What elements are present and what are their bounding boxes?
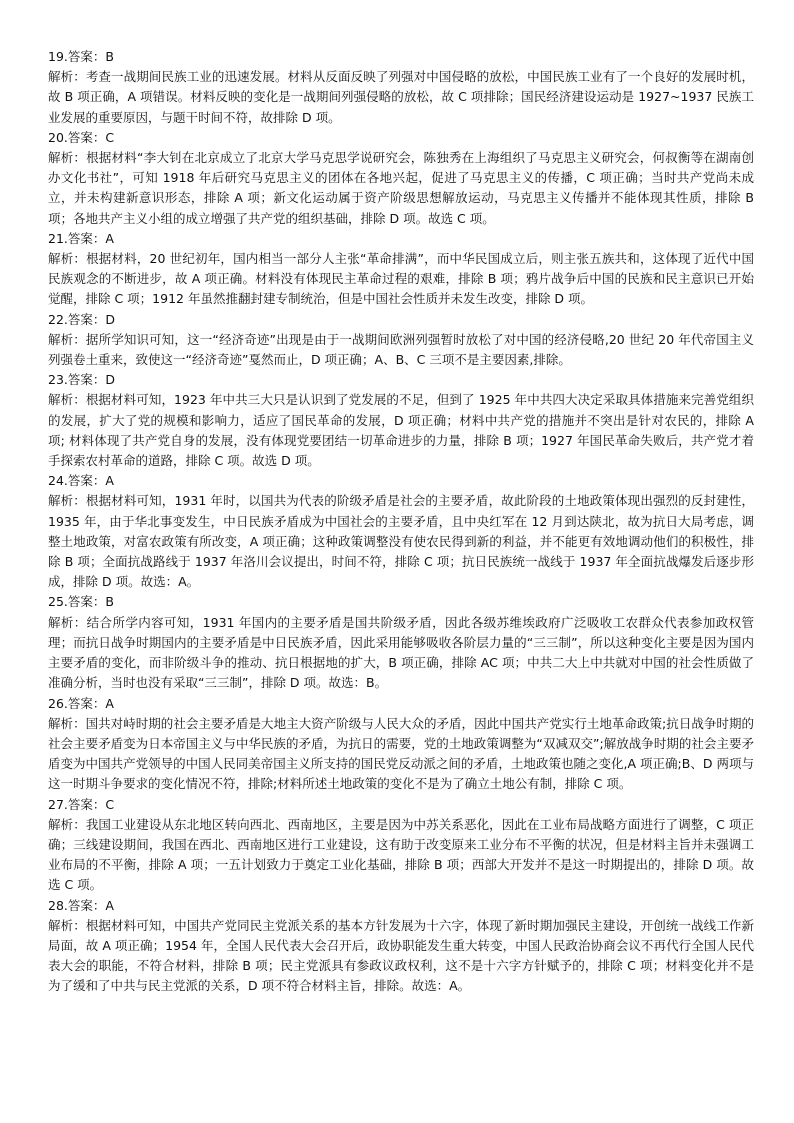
analysis-text: 解析：根据材料“李大钊在北京成立了北京大学马克思学说研究会，陈独秀在上海组织了马克思主义研究会，何叔衡等在湖南创办文化书社”，可知 1918 年后研究马克思主义的团体在各地兴起，促进了马克思主义的传播，C 项正确；当时共产党尚未成立，并未构建新意识形态，排除 A 项；新文化运动属于资产阶级思想解放运动，马克思主义传播并不能体现其性质，排除 B 项；各地共产主义小组的成立增强了共产党的组织基础，排除 D 项。故选 C 项。 — [48, 150, 754, 226]
answer-line: 23.答案：D — [48, 372, 116, 388]
answer-page — [48, 47, 754, 997]
answer-line: 19.答案：B — [48, 49, 114, 64]
answer-line: 21.答案：A — [48, 230, 114, 246]
question-19 — [48, 47, 754, 128]
analysis-text: 解析：根据材料可知，1923 年中共三大只是认识到了党发展的不足，但到了 1925 年中共四大决定采取具体措施来完善党组织的发展，扩大了党的规模和影响力，适应了国民革命的发展，D 项正确；材料中共产党的措施并不突出是针对农民的，排除 A 项; 材料体现了共产党自身的发展，没有体现党要团结一切革命进步的力量，排除 B 项；1927 年国民革命失败后，共产党才着手探索农村革命的道路，排除 C 项。故选 D 项。 — [48, 392, 754, 469]
analysis-text: 解析：我国工业建设从东北地区转向西北、西南地区，主要是因为中苏关系恶化，因此在工业布局战略方面进行了调整，C 项正确；三线建设期间，我国在西北、西南地区进行工业建设，这有助于改变原来工业分布不平衡的状况，但是材料主旨并未强调工业布局的不平衡，排除 A 项；一五计划致力于奠定工业化基础，排除 B 项；西部大开发并不是这一时期提出的，排除 D 项。故选 C 项。 — [48, 816, 754, 893]
answer-line: 20.答案：C — [48, 129, 115, 145]
question-21 — [48, 229, 754, 310]
question-28 — [48, 896, 754, 997]
question-25 — [48, 592, 754, 693]
answer-line: 26.答案：A — [48, 695, 114, 711]
question-22 — [48, 310, 754, 371]
question-26 — [48, 694, 754, 795]
analysis-text: 解析：考查一战期间民族工业的迅速发展。材料从反面反映了列强对中国侵略的放松，中国民族工业有了一个良好的发展时机，故 B 项正确，A 项错误。材料反映的变化是一战期间列强侵略的放松，故 C 项排除；国民经济建设运动是 1927~1937 民族工业发展的重要原因，与题干时间不符，故排除 D 项。 — [48, 69, 754, 125]
answer-line: 22.答案：D — [48, 311, 116, 327]
analysis-text: 解析：根据材料可知，中国共产党同民主党派关系的基本方针发展为十六字，体现了新时期加强民主建设，开创统一战线工作新局面，故 A 项正确；1954 年，全国人民代表大会召开后，政协职能发生重大转变，中国人民政治协商会议不再代行全国人民代表大会的职能，不符合材料，排除 B 项；民主党派具有参政议政权利，这不是十六字方针赋予的，排除 C 项；材料变化并不是为了缓和了中共与民主党派的关系，D 项不符合材料主旨，排除。故选：A。 — [48, 917, 754, 994]
answer-line: 27.答案：C — [48, 796, 115, 812]
answer-line: 24.答案：A — [48, 473, 114, 489]
analysis-text: 解析：国共对峙时期的社会主要矛盾是大地主大资产阶级与人民大众的矛盾，因此中国共产党实行土地革命政策;抗日战争时期的社会主要矛盾变为日本帝国主义与中华民族的矛盾，为抗日的需要，党的土地政策调整为“双减双交”;解放战争时期的社会主要矛盾变为中国共产党领导的中国人民同美帝国主义所支持的国民党反动派之间的矛盾，土地政策也随之变化,A 项正确;B、D 两项与这一时期斗争要求的变化情况不符，排除;材料所述土地政策的变化不是为了确立土地公有制，排除 C 项。 — [48, 715, 754, 792]
analysis-text: 解析：根据材料，20 世纪初年，国内相当一部分人主张“革命排满”，而中华民国成立后，则主张五族共和，这体现了近代中国民族观念的不断进步，故 A 项正确。材料没有体现民主革命过程的艰难，排除 B 项；鸦片战争后中国的民族和民主意识已开始觉醒，排除 C 项；1912 年虽然推翻封建专制统治，但是中国社会性质并未发生改变，排除 D 项。 — [48, 251, 754, 307]
answer-line: 28.答案：A — [48, 897, 114, 913]
question-24 — [48, 471, 754, 592]
answer-line: 25.答案：B — [48, 594, 114, 610]
question-23 — [48, 370, 754, 471]
question-27 — [48, 795, 754, 896]
analysis-text: 解析：结合所学内容可知，1931 年国内的主要矛盾是国共阶级矛盾，因此各级苏维埃政府广泛吸收工农群众代表参加政权管理；而抗日战争时期国内的主要矛盾是中日民族矛盾，因此采用能够吸收各阶层力量的“三三制”，所以这种变化主要是因为国内主要矛盾的变化，而非阶级斗争的推动、抗日根据地的扩大，B 项正确，排除 AC 项；中共二大上中共就对中国的社会性质做了准确分析，当时也没有采取“三三制”，排除 D 项。故选：B。 — [48, 614, 754, 691]
analysis-text: 解析：根据材料可知，1931 年时，以国共为代表的阶级矛盾是社会的主要矛盾，故此阶段的土地政策体现出强烈的反封建性，1935 年，由于华北事变发生，中日民族矛盾成为中国社会的主要矛盾，且中央红军在 12 月到达陕北，故为抗日大局考虑，调整土地政策，对富农政策有所改变，A 项正确；这种政策调整没有使农民得到新的利益，并不能更有效地调动他们的积极性，排除 B 项；全面抗战路线于 1937 年洛川会议提出，时间不符，排除 C 项；抗日民族统一战线于 1937 年全面抗战爆发后逐步形成，排除 D 项。故选：A。 — [48, 493, 754, 590]
analysis-text: 解析：据所学知识可知，这一“经济奇迹”出现是由于一战期间欧洲列强暂时放松了对中国的经济侵略,20 世纪 20 年代帝国主义列强卷土重来，致使这一“经济奇迹”戛然而止，D 项正确；A、B、C 三项不是主要因素,排除。 — [48, 331, 754, 368]
question-20 — [48, 128, 754, 229]
